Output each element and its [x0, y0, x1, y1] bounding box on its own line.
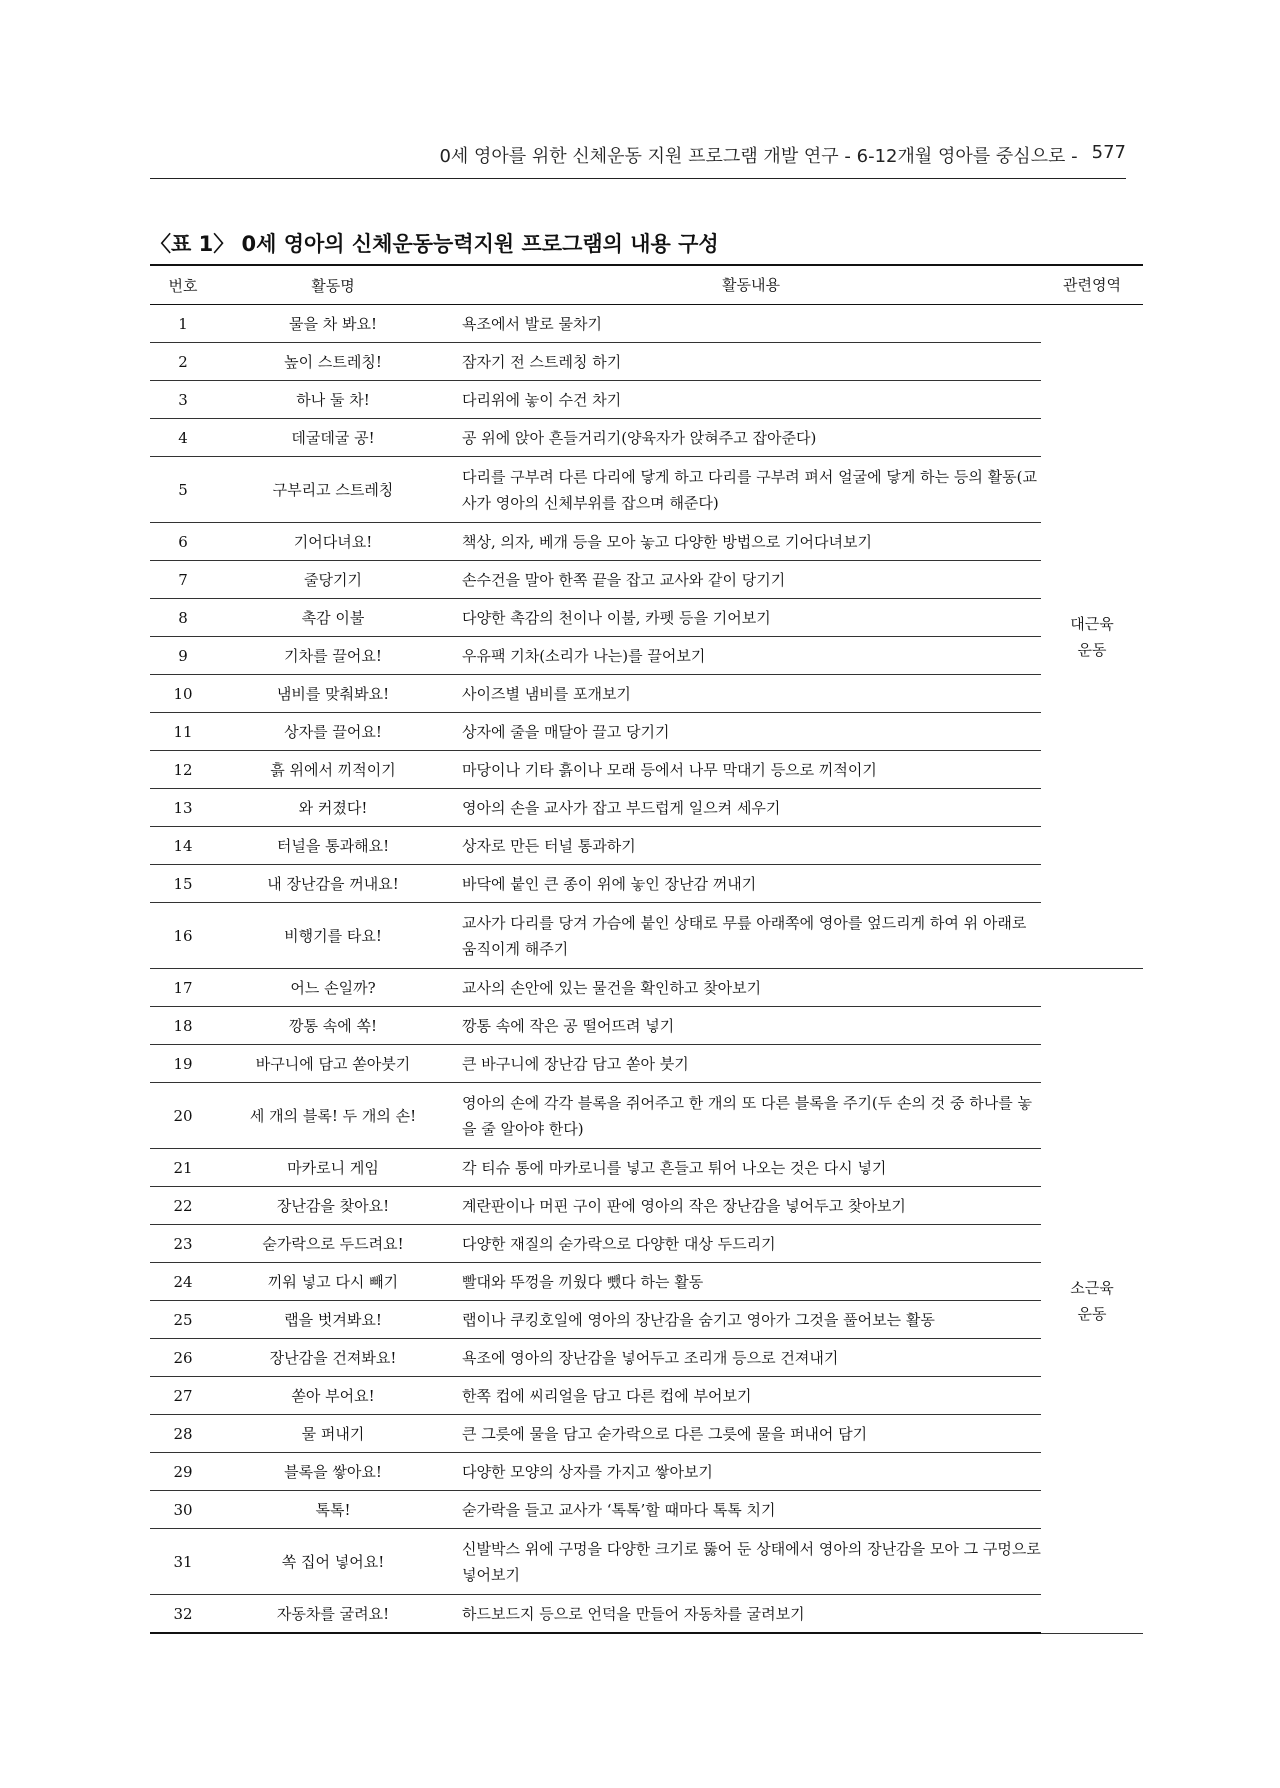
activity-content: 각 티슈 통에 마카로니를 넣고 흔들고 튀어 나오는 것은 다시 넣기 — [450, 1149, 1041, 1187]
table-row — [150, 675, 1143, 713]
activity-content: 숟가락을 들고 교사가 ‘톡톡’할 때마다 톡톡 치기 — [450, 1491, 1041, 1529]
activity-name: 물 퍼내기 — [216, 1415, 450, 1453]
activity-name: 마카로니 게임 — [216, 1149, 450, 1187]
row-number: 20 — [150, 1083, 216, 1149]
row-number: 19 — [150, 1045, 216, 1083]
header-activity-name: 활동명 — [216, 265, 450, 305]
activity-content: 랩이나 쿠킹호일에 영아의 장난감을 숨기고 영아가 그것을 풀어보는 활동 — [450, 1301, 1041, 1339]
activity-content: 영아의 손을 교사가 잡고 부드럽게 일으켜 세우기 — [450, 789, 1041, 827]
activity-content: 영아의 손에 각각 블록을 쥐어주고 한 개의 또 다른 블록을 주기(두 손의 것 중 하나를 놓을 줄 알아야 한다) — [450, 1083, 1041, 1149]
row-number: 7 — [150, 561, 216, 599]
row-number: 2 — [150, 343, 216, 381]
table-row — [150, 751, 1143, 789]
activity-content: 욕조에서 발로 물차기 — [450, 305, 1041, 343]
row-number: 5 — [150, 457, 216, 523]
running-header — [150, 142, 1126, 179]
row-number: 16 — [150, 903, 216, 969]
row-number: 27 — [150, 1377, 216, 1415]
table-row — [150, 827, 1143, 865]
activity-content: 큰 그릇에 물을 담고 숟가락으로 다른 그릇에 물을 퍼내어 담기 — [450, 1415, 1041, 1453]
activity-name: 숟가락으로 두드려요! — [216, 1225, 450, 1263]
table-row — [150, 1187, 1143, 1225]
table-row — [150, 1377, 1143, 1415]
row-number: 11 — [150, 713, 216, 751]
activity-content: 계란판이나 머핀 구이 판에 영아의 작은 장난감을 넣어두고 찾아보기 — [450, 1187, 1041, 1225]
activity-name: 장난감을 찾아요! — [216, 1187, 450, 1225]
activity-content: 손수건을 말아 한쪽 끝을 잡고 교사와 같이 당기기 — [450, 561, 1041, 599]
table-row — [150, 457, 1143, 523]
activity-name: 높이 스트레칭! — [216, 343, 450, 381]
activity-content: 우유팩 기차(소리가 나는)를 끌어보기 — [450, 637, 1041, 675]
row-number: 22 — [150, 1187, 216, 1225]
activity-content: 다양한 촉감의 천이나 이불, 카펫 등을 기어보기 — [450, 599, 1041, 637]
table-row — [150, 1339, 1143, 1377]
activity-content: 교사가 다리를 당겨 가슴에 붙인 상태로 무릎 아래쪽에 영아를 엎드리게 하여 위 아래로 움직이게 해주기 — [450, 903, 1041, 969]
activity-name: 기어다녀요! — [216, 523, 450, 561]
activity-name: 흙 위에서 끼적이기 — [216, 751, 450, 789]
table-row — [150, 969, 1143, 1007]
activity-name: 데굴데굴 공! — [216, 419, 450, 457]
table-row — [150, 865, 1143, 903]
activity-name: 와 커졌다! — [216, 789, 450, 827]
running-title: 0세 영아를 위한 신체운동 지원 프로그램 개발 연구 - 6-12개월 영아를 중심으로 - — [439, 146, 1078, 167]
table-row — [150, 1529, 1143, 1595]
table-row — [150, 523, 1143, 561]
table-row — [150, 599, 1143, 637]
activity-name: 끼워 넣고 다시 빼기 — [216, 1263, 450, 1301]
activity-name: 쏟아 부어요! — [216, 1377, 450, 1415]
activity-name: 터널을 통과해요! — [216, 827, 450, 865]
row-number: 6 — [150, 523, 216, 561]
row-number: 1 — [150, 305, 216, 343]
activity-content: 교사의 손안에 있는 물건을 확인하고 찾아보기 — [450, 969, 1041, 1007]
table-row — [150, 713, 1143, 751]
table-header-row — [150, 265, 1143, 305]
table-row — [150, 1415, 1143, 1453]
row-number: 17 — [150, 969, 216, 1007]
activity-name: 냄비를 맞춰봐요! — [216, 675, 450, 713]
activity-content: 책상, 의자, 베개 등을 모아 놓고 다양한 방법으로 기어다녀보기 — [450, 523, 1041, 561]
row-number: 23 — [150, 1225, 216, 1263]
area-gross-motor — [1041, 305, 1143, 969]
activity-name: 구부리고 스트레칭 — [216, 457, 450, 523]
activity-content: 다리를 구부려 다른 다리에 닿게 하고 다리를 구부려 펴서 얼굴에 닿게 하는 등의 활동(교사가 영아의 신체부위를 잡으며 해준다) — [450, 457, 1041, 523]
activity-name: 비행기를 타요! — [216, 903, 450, 969]
table-row — [150, 343, 1143, 381]
activity-content: 사이즈별 냄비를 포개보기 — [450, 675, 1041, 713]
row-number: 25 — [150, 1301, 216, 1339]
activity-name: 세 개의 블록! 두 개의 손! — [216, 1083, 450, 1149]
activity-name: 장난감을 건져봐요! — [216, 1339, 450, 1377]
activity-name: 랩을 벗겨봐요! — [216, 1301, 450, 1339]
row-number: 4 — [150, 419, 216, 457]
table-body — [150, 305, 1143, 1634]
activity-content: 깡통 속에 작은 공 떨어뜨려 넣기 — [450, 1007, 1041, 1045]
table-row — [150, 1301, 1143, 1339]
activity-name: 내 장난감을 꺼내요! — [216, 865, 450, 903]
activity-name: 상자를 끌어요! — [216, 713, 450, 751]
table-row — [150, 903, 1143, 969]
activity-content: 큰 바구니에 장난감 담고 쏟아 붓기 — [450, 1045, 1041, 1083]
activity-name: 물을 차 봐요! — [216, 305, 450, 343]
table-row — [150, 305, 1143, 343]
header-no: 번호 — [150, 265, 216, 305]
activity-name: 블록을 쌓아요! — [216, 1453, 450, 1491]
row-number: 31 — [150, 1529, 216, 1595]
activity-name: 하나 둘 차! — [216, 381, 450, 419]
page-number: 577 — [1091, 142, 1126, 163]
row-number: 8 — [150, 599, 216, 637]
table-row — [150, 1453, 1143, 1491]
activity-content: 다양한 모양의 상자를 가지고 쌓아보기 — [450, 1453, 1041, 1491]
table-row — [150, 1595, 1143, 1634]
table-row — [150, 381, 1143, 419]
area-label-line: 소근육 — [1070, 1278, 1114, 1297]
activity-name: 깡통 속에 쏙! — [216, 1007, 450, 1045]
row-number: 21 — [150, 1149, 216, 1187]
header-related-area: 관련영역 — [1041, 265, 1143, 305]
activity-content: 욕조에 영아의 장난감을 넣어두고 조리개 등으로 건져내기 — [450, 1339, 1041, 1377]
activity-content: 신발박스 위에 구멍을 다양한 크기로 뚫어 둔 상태에서 영아의 장난감을 모아 그 구멍으로 넣어보기 — [450, 1529, 1041, 1595]
row-number: 18 — [150, 1007, 216, 1045]
table-caption: 〈표 1〉 0세 영아의 신체운동능력지원 프로그램의 내용 구성 — [150, 232, 719, 256]
row-number: 26 — [150, 1339, 216, 1377]
table-row — [150, 1007, 1143, 1045]
table-row — [150, 1263, 1143, 1301]
activity-content: 한쪽 컵에 씨리얼을 담고 다른 컵에 부어보기 — [450, 1377, 1041, 1415]
activity-content: 바닥에 붙인 큰 종이 위에 놓인 장난감 꺼내기 — [450, 865, 1041, 903]
activity-name: 톡톡! — [216, 1491, 450, 1529]
area-label-line: 대근육 — [1070, 614, 1114, 633]
table-row — [150, 1045, 1143, 1083]
activity-name: 어느 손일까? — [216, 969, 450, 1007]
activity-content: 다양한 재질의 숟가락으로 다양한 대상 두드리기 — [450, 1225, 1041, 1263]
row-number: 28 — [150, 1415, 216, 1453]
table-row — [150, 789, 1143, 827]
table-row — [150, 419, 1143, 457]
row-number: 32 — [150, 1595, 216, 1634]
area-label-line: 운동 — [1077, 1304, 1107, 1323]
activity-content: 잠자기 전 스트레칭 하기 — [450, 343, 1041, 381]
header-activity-content: 활동내용 — [450, 265, 1041, 305]
table-row — [150, 1149, 1143, 1187]
activity-name: 줄당기기 — [216, 561, 450, 599]
table-row — [150, 561, 1143, 599]
row-number: 12 — [150, 751, 216, 789]
area-fine-motor — [1041, 969, 1143, 1634]
table-row — [150, 637, 1143, 675]
table-row — [150, 1491, 1143, 1529]
row-number: 13 — [150, 789, 216, 827]
activity-content: 상자에 줄을 매달아 끌고 당기기 — [450, 713, 1041, 751]
table-row — [150, 1225, 1143, 1263]
row-number: 24 — [150, 1263, 216, 1301]
row-number: 29 — [150, 1453, 216, 1491]
row-number: 15 — [150, 865, 216, 903]
row-number: 30 — [150, 1491, 216, 1529]
row-number: 10 — [150, 675, 216, 713]
activity-content: 빨대와 뚜껑을 끼웠다 뺐다 하는 활동 — [450, 1263, 1041, 1301]
row-number: 14 — [150, 827, 216, 865]
activity-name: 바구니에 담고 쏟아붓기 — [216, 1045, 450, 1083]
activity-content: 마당이나 기타 흙이나 모래 등에서 나무 막대기 등으로 끼적이기 — [450, 751, 1041, 789]
row-number: 9 — [150, 637, 216, 675]
activity-content: 다리위에 놓이 수건 차기 — [450, 381, 1041, 419]
activity-name: 자동차를 굴려요! — [216, 1595, 450, 1634]
activity-name: 쏙 집어 넣어요! — [216, 1529, 450, 1595]
row-number: 3 — [150, 381, 216, 419]
activity-name: 촉감 이불 — [216, 599, 450, 637]
program-table — [150, 264, 1143, 1634]
activity-content: 상자로 만든 터널 통과하기 — [450, 827, 1041, 865]
table-row — [150, 1083, 1143, 1149]
activity-content: 하드보드지 등으로 언덕을 만들어 자동차를 굴려보기 — [450, 1595, 1041, 1634]
activity-name: 기차를 끌어요! — [216, 637, 450, 675]
area-label-line: 운동 — [1077, 640, 1107, 659]
activity-content: 공 위에 앉아 흔들거리기(양육자가 앉혀주고 잡아준다) — [450, 419, 1041, 457]
